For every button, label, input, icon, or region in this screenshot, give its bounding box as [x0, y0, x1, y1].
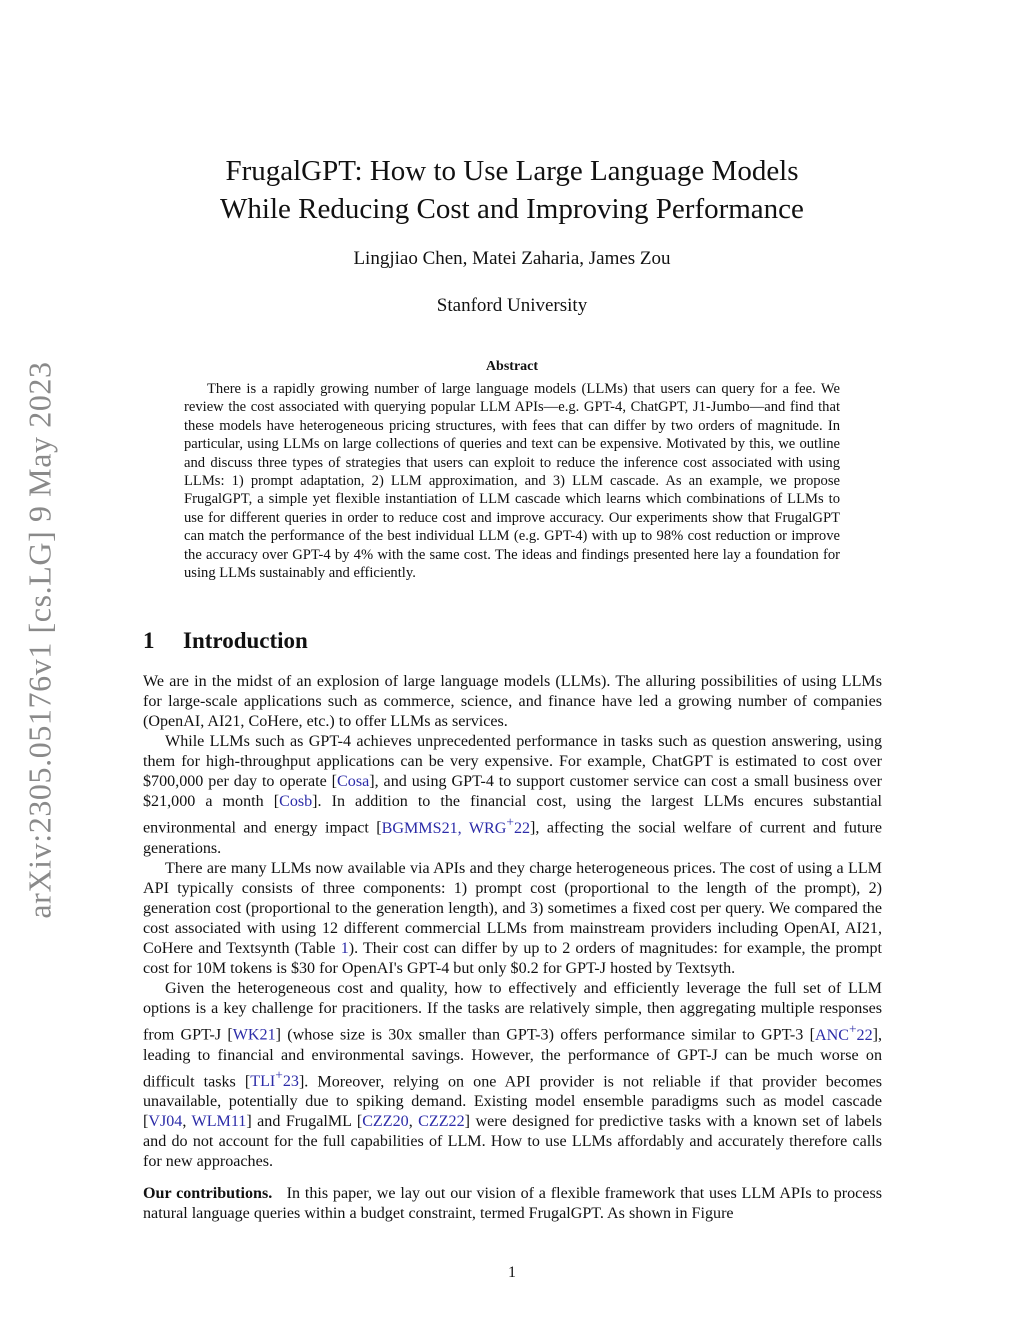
title-line-1: FrugalGPT: How to Use Large Language Models — [225, 155, 799, 187]
citation-link[interactable]: WLM11 — [191, 1113, 247, 1131]
paper-title — [0, 152, 1024, 228]
section-number: 1 — [143, 628, 155, 653]
section-heading — [143, 628, 308, 654]
paragraph-4: Given the heterogeneous cost and quality, how to effectively and efficiently leverage the full set of LLM options is a key challenge for pracitioners. If the tasks are relatively simple, then aggregating multiple responses from GPT-J [WK21] (whose size is 30x smaller than GPT-3) offers performance similar to GPT-3 [ANC+22], leading to financial and environmental savings. However, the performance of GPT-J can be much worse on difficult tasks [TLI+23]. Moreover, relying on one API provider is not reliable if that provider becomes unavailable, potentially due to spiking demand. Existing model ensemble paradigms such as model cascade [VJ04, WLM11] and FrugalML [CZZ20, CZZ22] were designed for predictive tasks with a known set of labels and do not account for the full capabilities of LLM. How to use LLMs affordably and accurately therefore calls for new approaches. — [143, 980, 882, 1171]
citation-link[interactable]: BGMMS21, WRG+22 — [381, 814, 531, 837]
citation-link[interactable]: CZZ22 — [418, 1113, 465, 1131]
abstract-heading: Abstract — [485, 359, 539, 374]
title-line-2: While Reducing Cost and Improving Performance — [220, 193, 804, 225]
citation-link[interactable]: TLI+23 — [250, 1067, 299, 1090]
citation-link[interactable]: Cosb — [279, 793, 313, 811]
citation-link[interactable]: VJ04 — [148, 1113, 183, 1131]
arxiv-identifier-text: arXiv:2305.05176v1 [cs.LG] 9 May 2023 — [21, 361, 58, 919]
citation-link[interactable]: WK21 — [232, 1026, 276, 1044]
paragraph-1: We are in the midst of an explosion of large language models (LLMs). The alluring possibilities of using LLMs for large-scale applications such as commerce, science, and finance have led a growing number of companies (OpenAI, AI21, CoHere, etc.) to offer LLMs as services. — [143, 673, 882, 731]
paragraph-3: There are many LLMs now available via APIs and they charge heterogeneous prices. The cost of using a LLM API typically consists of three components: 1) prompt cost (proportional to the length of the prompt), 2) generation cost (proportional to the generation length), and 3) sometimes a fixed cost per query. We compared the cost associated with using 12 different commercial LLMs from mainstream providers including OpenAI, AI21, CoHere and Textsynth (Table 1). Their cost can differ by up to 2 orders of magnitudes: for example, the prompt cost for 10M tokens is $30 for OpenAI's GPT-4 but only $0.2 for GPT-J hosted by Textsyth. — [143, 859, 882, 978]
citation-link[interactable]: CZZ20 — [362, 1113, 409, 1131]
citation-link[interactable]: ANC+22 — [814, 1021, 873, 1044]
affiliation: Stanford University — [436, 295, 588, 316]
table-reference-link[interactable]: 1 — [340, 939, 349, 957]
paragraph-2: While LLMs such as GPT-4 achieves unprecedented performance in tasks such as question answering, using them for high-throughput applications can be very expensive. For example, ChatGPT is estimated to cost over $700,000 per day to operate [Cosa], and using GPT-4 to support customer service can cost a small business over $21,000 a month [Cosb]. In addition to the financial cost, using the largest LLMs encures substantial environmental and energy impact [BGMMS21, WRG+22], affecting the social welfare of current and future generations. — [143, 733, 882, 857]
abstract-text: There is a rapidly growing number of large language models (LLMs) that users can query for a fee. We review the cost associated with querying popular LLM APIs—e.g. GPT-4, ChatGPT, J1-Jumbo—and find that these models have heterogeneous pricing structures, with fees that can differ by two orders of magnitude. In particular, using LLMs on large collections of queries and text can be expensive. Motivated by this, we outline and discuss three types of strategies that users can exploit to reduce the inference cost associated with using LLMs: 1) prompt adaptation, 2) LLM approximation, and 3) LLM cascade. As an example, we propose FrugalGPT, a simple yet flexible instantiation of LLM cascade which learns which combinations of LLMs to use for different queries in order to reduce cost and improve accuracy. Our experiments show that FrugalGPT can match the performance of the best individual LLM (e.g. GPT-4) with up to 98% cost reduction or improve the accuracy over GPT-4 by 4% with the same cost. The ideas and findings presented here lay a foundation for using LLMs sustainably and efficiently. — [184, 381, 840, 582]
authors: Lingjiao Chen, Matei Zaharia, James Zou — [353, 248, 671, 269]
section-title: Introduction — [183, 628, 308, 653]
citation-link[interactable]: Cosa — [337, 773, 370, 791]
paragraph-contributions: Our contributions. In this paper, we lay out our vision of a flexible framework that uses LLM APIs to process natural language queries within a budget constraint, termed FrugalGPT. As shown in Figure — [143, 1185, 887, 1223]
page-number: 1 — [508, 1264, 516, 1281]
contributions-label: Our contributions. — [143, 1185, 273, 1203]
body-text — [143, 672, 887, 1224]
